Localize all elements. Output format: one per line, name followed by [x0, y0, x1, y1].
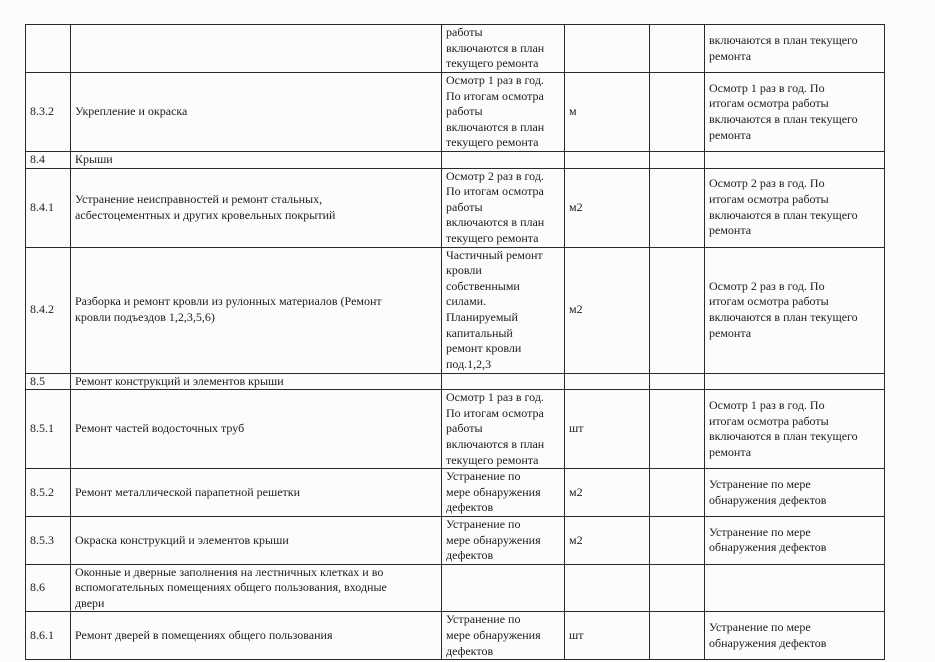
empty-cell — [650, 247, 705, 373]
row-number: 8.4.1 — [26, 168, 71, 247]
periodicity-cell: Осмотр 1 раз в год. По итогам осмотра работы включаются в план текущего ремонта — [442, 73, 565, 152]
row-number: 8.3.2 — [26, 73, 71, 152]
empty-cell — [650, 152, 705, 169]
periodicity-cell: Частичный ремонт кровли собственными силами. Планируемый капитальный ремонт кровли под.1,2,3 — [442, 247, 565, 373]
unit-cell — [565, 373, 650, 390]
section-number: 8.6 — [26, 564, 71, 612]
note-cell: Осмотр 1 раз в год. По итогам осмотра работы включаются в план текущего ремонта — [705, 390, 885, 469]
note-cell: Осмотр 2 раз в год. По итогам осмотра работы включаются в план текущего ремонта — [705, 247, 885, 373]
table-row — [26, 516, 885, 564]
row-number: 8.6.1 — [26, 612, 71, 660]
unit-cell: м2 — [565, 247, 650, 373]
periodicity-cell: Осмотр 2 раз в год. По итогам осмотра работы включаются в план текущего ремонта — [442, 168, 565, 247]
note-cell: Устранение по мере обнаружения дефектов — [705, 469, 885, 517]
table-row — [26, 612, 885, 660]
note-cell: Осмотр 1 раз в год. По итогам осмотра работы включаются в план текущего ремонта — [705, 73, 885, 152]
work-name — [71, 25, 442, 73]
unit-cell: м2 — [565, 516, 650, 564]
table-row — [26, 152, 885, 169]
row-number: 8.5.2 — [26, 469, 71, 517]
periodicity-cell — [442, 564, 565, 612]
section-number: 8.4 — [26, 152, 71, 169]
table-row — [26, 564, 885, 612]
empty-cell — [650, 168, 705, 247]
table-row — [26, 469, 885, 517]
row-number — [26, 25, 71, 73]
row-number: 8.4.2 — [26, 247, 71, 373]
unit-cell: шт — [565, 390, 650, 469]
periodicity-cell: Устранение по мере обнаружения дефектов — [442, 469, 565, 517]
empty-cell — [650, 469, 705, 517]
table-row — [26, 247, 885, 373]
note-cell — [705, 152, 885, 169]
table-row — [26, 168, 885, 247]
section-title: Оконные и дверные заполнения на лестничных клетках и во вспомогательных помещениях общего пользования, входные двери — [71, 564, 442, 612]
table-row — [26, 390, 885, 469]
work-name: Ремонт металлической парапетной решетки — [71, 469, 442, 517]
unit-cell — [565, 564, 650, 612]
note-cell — [705, 564, 885, 612]
empty-cell — [650, 564, 705, 612]
unit-cell — [565, 25, 650, 73]
table-row — [26, 25, 885, 73]
work-name: Устранение неисправностей и ремонт стальных, асбестоцементных и других кровельных покрытий — [71, 168, 442, 247]
work-name: Ремонт частей водосточных труб — [71, 390, 442, 469]
unit-cell: м2 — [565, 168, 650, 247]
row-number: 8.5.3 — [26, 516, 71, 564]
periodicity-cell — [442, 373, 565, 390]
section-title: Крыши — [71, 152, 442, 169]
work-name: Ремонт дверей в помещениях общего пользования — [71, 612, 442, 660]
empty-cell — [650, 25, 705, 73]
unit-cell: м — [565, 73, 650, 152]
section-number: 8.5 — [26, 373, 71, 390]
work-name: Укрепление и окраска — [71, 73, 442, 152]
unit-cell — [565, 152, 650, 169]
periodicity-cell: Устранение по мере обнаружения дефектов — [442, 612, 565, 660]
periodicity-cell: Осмотр 1 раз в год. По итогам осмотра работы включаются в план текущего ремонта — [442, 390, 565, 469]
note-cell: включаются в план текущего ремонта — [705, 25, 885, 73]
periodicity-cell — [442, 152, 565, 169]
empty-cell — [650, 73, 705, 152]
table-row — [26, 73, 885, 152]
note-cell: Осмотр 2 раз в год. По итогам осмотра работы включаются в план текущего ремонта — [705, 168, 885, 247]
note-cell: Устранение по мере обнаружения дефектов — [705, 516, 885, 564]
maintenance-table — [25, 24, 885, 660]
table-row — [26, 373, 885, 390]
empty-cell — [650, 516, 705, 564]
row-number: 8.5.1 — [26, 390, 71, 469]
periodicity-cell: работы включаются в план текущего ремонта — [442, 25, 565, 73]
note-cell: Устранение по мере обнаружения дефектов — [705, 612, 885, 660]
unit-cell: шт — [565, 612, 650, 660]
periodicity-cell: Устранение по мере обнаружения дефектов — [442, 516, 565, 564]
work-name: Окраска конструкций и элементов крыши — [71, 516, 442, 564]
note-cell — [705, 373, 885, 390]
unit-cell: м2 — [565, 469, 650, 517]
work-name: Разборка и ремонт кровли из рулонных материалов (Ремонт кровли подъездов 1,2,3,5,6) — [71, 247, 442, 373]
section-title: Ремонт конструкций и элементов крыши — [71, 373, 442, 390]
empty-cell — [650, 373, 705, 390]
empty-cell — [650, 612, 705, 660]
empty-cell — [650, 390, 705, 469]
